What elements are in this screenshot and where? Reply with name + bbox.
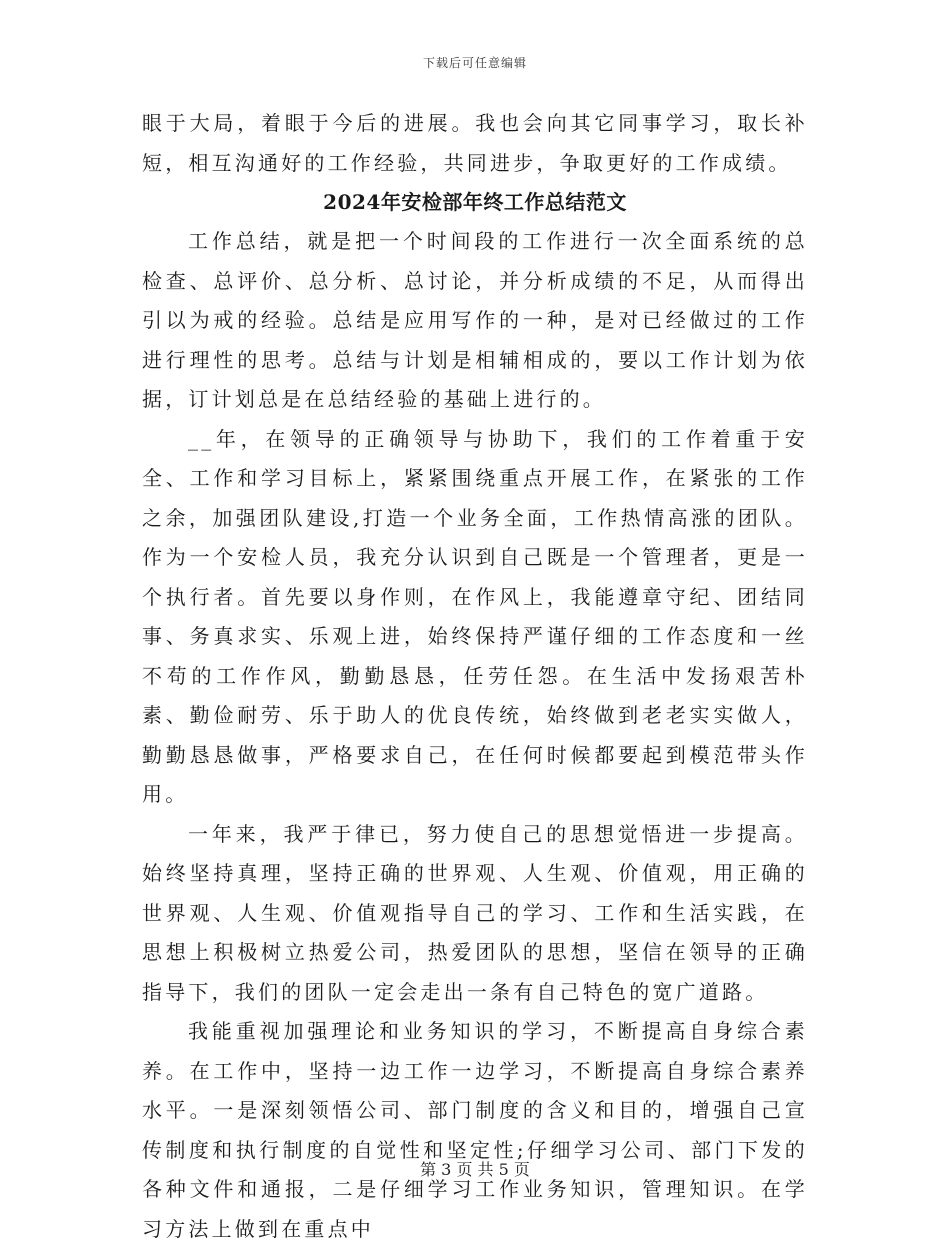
- page-number: 第 3 页 共 5 页: [420, 1160, 530, 1179]
- header-note: 下载后可任意编辑: [422, 56, 527, 70]
- document-title: 2024年安检部年终工作总结范文: [323, 190, 627, 214]
- intro-paragraph: 眼于大局，着眼于今后的进展。我也会向其它同事学习，取长补短，相互沟通好的工作经验，共同进步，争取更好的工作成绩。: [142, 111, 808, 175]
- paragraph-2: __年，在领导的正确领导与协助下，我们的工作着重于安全、工作和学习目标上，紧紧围绕重点开展工作，在紧张的工作之余，加强团队建设,打造一个业务全面，工作热情高涨的团队。作为一个安检人员，我充分认识到自己既是一个管理者，更是一个执行者。首先要以身作则，在作风上，我能遵章守纪、团结同事、务真求实、乐观上进，始终保持严谨仔细的工作态度和一丝不苟的工作作风，勤勤恳恳，任劳任怨。在生活中发扬艰苦朴素、勤俭耐劳、乐于助人的优良传统，始终做到老老实实做人，勤勤恳恳做事，严格要求自己，在任何时候都要起到模范带头作用。: [142, 426, 808, 806]
- document-body: [142, 104, 808, 1249]
- paragraph-4: 我能重视加强理论和业务知识的学习，不断提高自身综合素养。在工作中，坚持一边工作一边学习，不断提高自身综合素养水平。一是深刻领悟公司、部门制度的含义和目的，增强自己宣传制度和执行制度的自觉性和坚定性;仔细学习公司、部门下发的各种文件和通报，二是仔细学习工作业务知识，管理知识。在学习方法上做到在重点中: [142, 1019, 808, 1241]
- paragraph-1: 工作总结，就是把一个时间段的工作进行一次全面系统的总检查、总评价、总分析、总讨论，并分析成绩的不足，从而得出引以为戒的经验。总结是应用写作的一种，是对已经做过的工作进行理性的思考。总结与计划是相辅相成的，要以工作计划为依据，订计划总是在总结经验的基础上进行的。: [142, 229, 808, 411]
- paragraph-3: 一年来，我严于律已，努力使自己的思想觉悟进一步提高。始终坚持真理，坚持正确的世界观、人生观、价值观，用正确的世界观、人生观、价值观指导自己的学习、工作和生活实践，在思想上积极树立热爱公司，热爱团队的思想，坚信在领导的正确指导下，我们的团队一定会走出一条有自己特色的宽广道路。: [142, 821, 808, 1004]
